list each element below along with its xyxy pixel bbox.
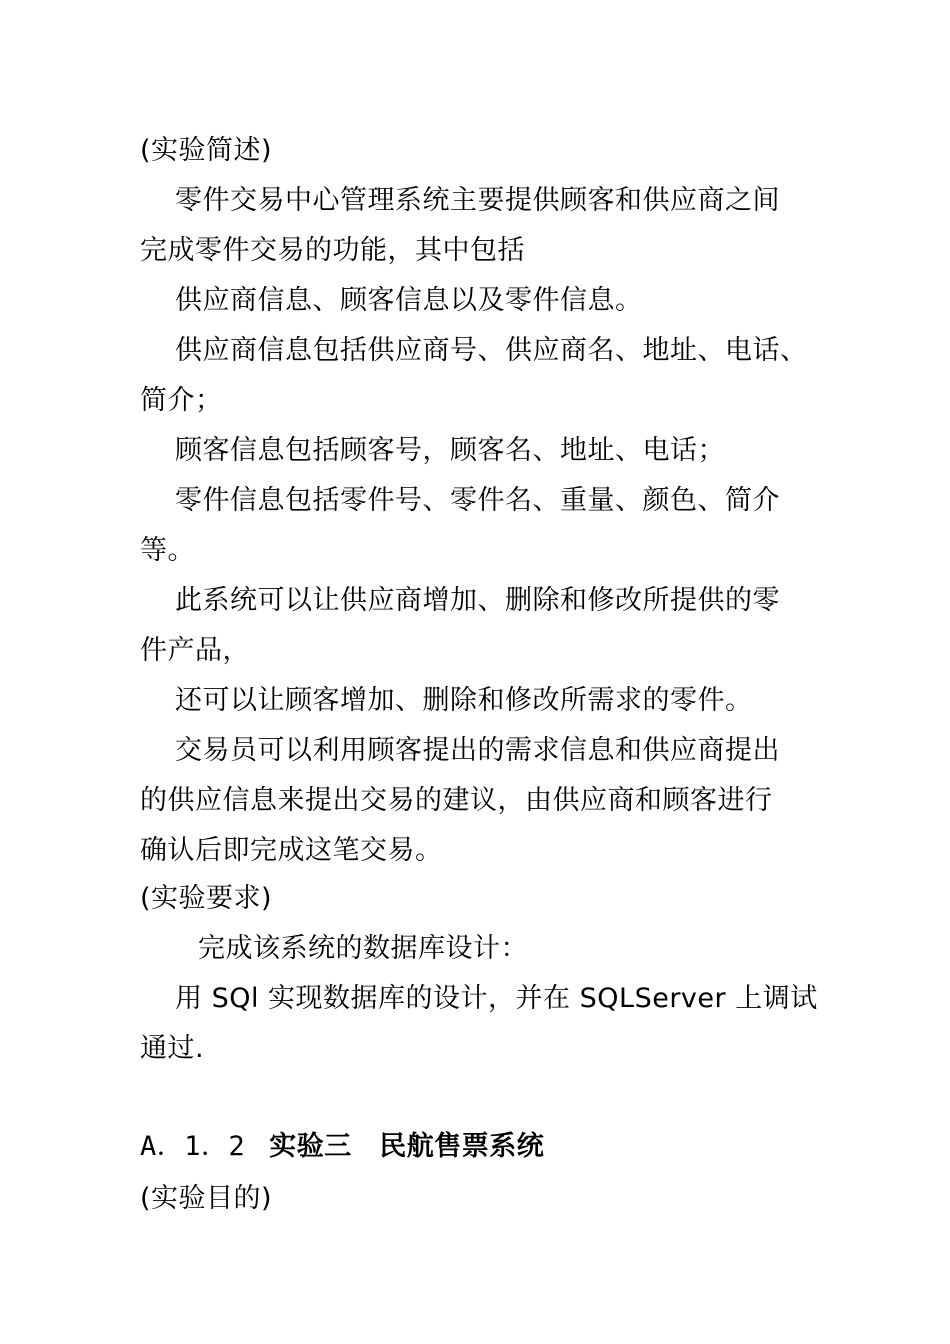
paragraph-line: 此系统可以让供应商增加、删除和修改所提供的零 [175, 585, 780, 616]
section-heading [140, 1130, 544, 1164]
paragraph-line: 等。 [140, 535, 195, 566]
requirement-line: 完成该系统的数据库设计： [198, 933, 528, 964]
section-title: 实验三 民航售票系统 [269, 1131, 545, 1162]
paragraph-line: 确认后即完成这笔交易。 [140, 835, 443, 866]
requirement-line: 用 SQl 实现数据库的设计，并在 SQLServer 上调试 [175, 983, 818, 1014]
paragraph-line: 的供应信息来提出交易的建议，由供应商和顾客进行 [140, 785, 773, 816]
section-number: A．1．2 [140, 1131, 246, 1162]
paragraph-line: 供应商信息包括供应商号、供应商名、地址、电话、 [175, 335, 808, 366]
paragraph-line: 完成零件交易的功能，其中包括 [140, 235, 525, 266]
section-label-summary: (实验简述) [140, 135, 273, 166]
paragraph-line: 还可以让顾客增加、删除和修改所需求的零件。 [175, 685, 753, 716]
paragraph-line: 简介； [140, 385, 223, 416]
section-label-purpose: (实验目的) [140, 1183, 273, 1214]
requirement-line: 通过. [140, 1033, 205, 1064]
paragraph-line: 零件交易中心管理系统主要提供顾客和供应商之间 [175, 185, 780, 216]
paragraph-line: 供应商信息、顾客信息以及零件信息。 [175, 285, 643, 316]
paragraph-line: 零件信息包括零件号、零件名、重量、颜色、简介 [175, 485, 780, 516]
paragraph-line: 件产品， [140, 635, 250, 666]
paragraph-line: 交易员可以利用顾客提出的需求信息和供应商提出 [175, 735, 780, 766]
section-label-requirement: (实验要求) [140, 883, 273, 914]
paragraph-line: 顾客信息包括顾客号，顾客名、地址、电话； [175, 435, 725, 466]
